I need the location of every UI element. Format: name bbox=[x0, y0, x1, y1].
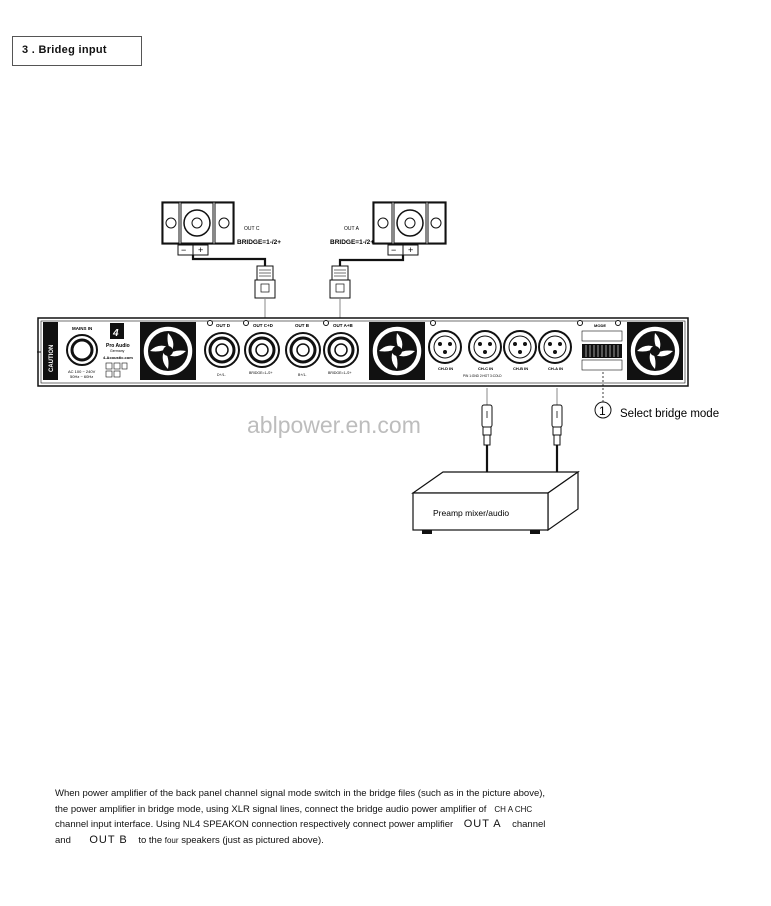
preamp-label: Preamp mixer/audio bbox=[433, 508, 510, 518]
out-b-sub: B+/1- bbox=[298, 373, 307, 377]
ch-d-in-label: CH-D IN bbox=[438, 366, 454, 371]
speaker-left-plus: + bbox=[198, 245, 204, 255]
nl4-plug-right bbox=[330, 266, 350, 318]
mode-label: MODE bbox=[594, 323, 606, 328]
callout-number: 1 bbox=[599, 404, 606, 418]
out-cd-label: OUT C+D bbox=[253, 323, 273, 328]
fan-center-icon bbox=[369, 322, 425, 380]
speaker-right-plus: + bbox=[408, 245, 414, 255]
out-d-label: OUT D bbox=[216, 323, 230, 328]
watermark: ablpower.en.com bbox=[247, 412, 421, 438]
out-ab-label: OUT A+B bbox=[333, 323, 353, 328]
speaker-right-out-label: OUT A bbox=[344, 226, 359, 232]
description-line-3: channel input interface. Using NL4 SPEAKON connection respectively connect power amplifier OUT A channel bbox=[55, 818, 546, 830]
callout-text: Select bridge mode bbox=[620, 408, 720, 420]
speaker-out-a bbox=[330, 202, 446, 255]
brand-country: Germany bbox=[110, 349, 125, 353]
description-text bbox=[55, 786, 615, 848]
out-cd-speakon bbox=[245, 333, 279, 367]
description-out-a: OUT A bbox=[463, 818, 502, 830]
brand-name: Pro Audio bbox=[106, 343, 130, 349]
description-line-1: When power amplifier of the back panel channel signal mode switch in the bridge files (such as in the picture above), bbox=[55, 788, 546, 799]
ac-spec: AC 100 ~ 240V bbox=[68, 369, 96, 374]
out-b-speakon bbox=[286, 333, 320, 367]
speaker-left-bridge-label: BRIDGE=1-/2+ bbox=[237, 239, 282, 246]
brand-url: 4-Acoustic.com bbox=[103, 355, 133, 360]
out-d-sub: D+/1- bbox=[217, 373, 226, 377]
speaker-out-c bbox=[162, 202, 281, 255]
ch-b-in-xlr bbox=[504, 331, 536, 363]
speaker-cables bbox=[193, 255, 403, 268]
speaker-right-minus: − bbox=[391, 245, 397, 255]
xlr-plug-right bbox=[552, 388, 562, 474]
fan-right-icon bbox=[627, 322, 683, 380]
nl4-plug-left bbox=[255, 266, 275, 318]
out-d-speakon bbox=[205, 333, 239, 367]
out-ab-sub: BRIDGE=1-/2+ bbox=[328, 371, 352, 375]
speaker-left-out-label: OUT C bbox=[244, 226, 260, 232]
caution-label: CAUTION bbox=[49, 344, 55, 372]
out-ab-speakon bbox=[324, 333, 358, 367]
ch-d-in-xlr bbox=[429, 331, 461, 363]
speaker-right-bridge-label: BRIDGE=1-/2+ bbox=[330, 239, 375, 246]
brand-logo-number: 4 bbox=[113, 328, 119, 339]
ch-b-in-label: CH-B IN bbox=[513, 366, 529, 371]
speaker-left-minus: − bbox=[181, 245, 187, 255]
ch-c-in-xlr bbox=[469, 331, 501, 363]
ch-a-in-xlr bbox=[539, 331, 571, 363]
preamp-mixer-box bbox=[413, 472, 578, 534]
description-line-4: and OUT B to the four speakers (just as pictured above). bbox=[55, 833, 324, 846]
description-channel-names: CH A CHC bbox=[494, 804, 533, 814]
ch-a-in-label: CH-A IN bbox=[548, 366, 563, 371]
mains-in-label: MAINS IN bbox=[72, 326, 93, 331]
section-title: 3 . Brideg input bbox=[22, 44, 107, 56]
mode-dip-switch[interactable] bbox=[582, 331, 622, 370]
ch-c-in-label: CH-C IN bbox=[478, 366, 494, 371]
out-b-label: OUT B bbox=[295, 323, 309, 328]
hz-spec: 50Hz ~ 60Hz bbox=[70, 374, 94, 379]
description-line-2: the power amplifier in bridge mode, using XLR signal lines, connect the bridge audio power amplifier of CH A CHC bbox=[55, 803, 533, 815]
xlr-plug-left bbox=[482, 388, 492, 474]
fan-left-icon bbox=[140, 322, 196, 380]
out-cd-sub: BRIDGE=1-/2+ bbox=[249, 371, 273, 375]
amplifier-back-panel bbox=[37, 318, 688, 386]
description-out-b: OUT B bbox=[89, 833, 128, 846]
pin-legend: PIN 1:GND 2:HOT 3:COLD bbox=[463, 374, 502, 378]
